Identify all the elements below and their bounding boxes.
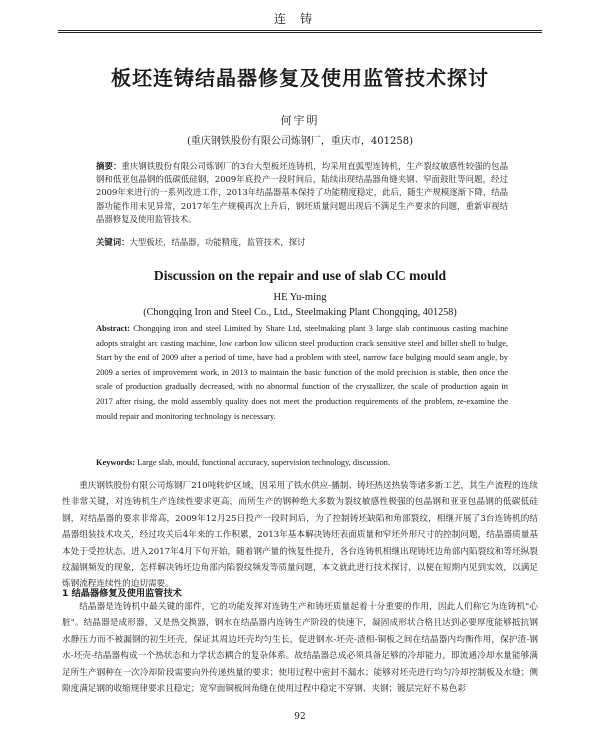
english-author: HE Yu-ming: [273, 292, 327, 303]
english-abstract-label: Abstract:: [96, 324, 130, 333]
english-keywords-text: Large slab, mould, functional accuracy, supervision technology, discussion.: [137, 458, 390, 467]
english-keywords: [96, 457, 508, 469]
page-number: 92: [294, 712, 306, 722]
header-divider-secondary: [58, 32, 542, 33]
chinese-keywords-label: 关键词：: [96, 237, 130, 247]
english-affiliation: (Chongqing Iron and Steel Co., Ltd., Steelmaking Plant Chongqing, 401258): [143, 307, 457, 318]
english-abstract-text: Chongqing iron and steel Limited by Share Ltd, steelmaking plant 3 large slab continuous casting machine adopts straight arc casting machine, low carbon low silicon steel production crack sensitive steel and billet shell to bulge, Start by the end of 2009 after a period of time, have had a problem with steel, narrow face bulging mould seam angle, by 2009 a series of improvement work, in 2013 to maintain the basic function of the mold precision is stable, then once the scale of production gradually decreased, with no abnormal function of the crystallizer, the scale of production again in 2017 after rising, the mold assembly quality does not meet the production requirements of the problem, re-examine the mould repair and monitoring technology is necessary.: [96, 324, 508, 421]
chinese-abstract-label: 摘要：: [96, 161, 122, 171]
header-divider: [58, 30, 542, 31]
chinese-author: 何宇明: [280, 114, 320, 127]
journal-name: 连铸: [273, 12, 326, 26]
chinese-keywords-text: 大型板坯，结晶器，功能精度，监管技术，探讨: [129, 237, 306, 247]
chinese-affiliation: (重庆钢铁股份有限公司炼钢厂，重庆市，401258): [187, 136, 413, 147]
section-paragraph: 结晶器是连铸机中最关键的部件，它的功能发挥对连铸生产和铸坯质量起着十分重要的作用，因此人们称它为连铸机"心脏"。结晶器是成形器，又是热交换器，钢水在结晶器内连铸生产阶段的快速下，凝固成形状合格且达到必要厚度能够抵抗钢水静压力而不被漏钢的初生坯壳，保证其周边坯壳均匀生长，促进钢水-坯壳-渣相-铜板之间在结晶器内均衡作用，保护渣-钢水-坯壳-结晶器构成一个热状态和力学状态耦合的复杂体系。故结晶器总成必须具备足够的冷却能力，即流通冷却水量能够满足所生产钢种在一次冷却阶段需要向外传递热量的要求；使用过程中密封不漏水；能够对坯壳进行均匀冷却控制板及水缝；侧隙度满足钢的收缩规律要求且稳定；宽窄面铜板间角缝在使用过程中稳定不穿钢、夹钢；镀层完好不易色彩: [62, 602, 538, 695]
intro-paragraph: 重庆钢铁股份有限公司炼钢厂210吨转炉区域，因采用了铁水供应-播制、铸坯热送热装等诸多新工艺，其生产流程的连续性非常关键，对连铸机生产连续性要求更高，而所生产的钢种绝大多数为裂纹敏感性极强的包晶钢和亚亚包晶钢的低碳低硅钢，对结晶器的要求非常高，2009年12月25日投产一段时间后，为了控制铸坯缺陷和角部裂纹，相继开展了3台连铸机的结晶器组装技术攻关，经过攻关后4年来的工作积累，2013年基本解决铸坯表面质量和窄坯外形尺寸的控制问题，结晶器质量基本处于受控状态。进入2017年4月下旬开始，随着钢产量的恢复性提升，各台连铸机相继出现铸坯边角部内陷裂纹和等坯纵裂纹漏钢频发的现象，怎样解决铸坯边角部内陷裂纹频发等质量问题，本文就此进行技术探讨，以便在短期内见到实效，以满足炼钢流程连续性的迫切需要。: [62, 481, 538, 590]
chinese-abstract: [96, 160, 508, 226]
chinese-title: 板坯连铸结晶器修复及使用监管技术探讨: [111, 66, 489, 90]
english-title: Discussion on the repair and use of slab CC mould: [153, 268, 447, 283]
english-abstract: [96, 322, 508, 424]
chinese-keywords: [96, 236, 508, 248]
chinese-abstract-text: 重庆钢铁股份有限公司炼钢厂的3台大型板坯连铸机，均采用直弧型连铸机，生产裂纹敏感性较强的包晶钢和低亚包晶钢的低碳低硅钢，2009年底投产一段时间后，陆续出现结晶器角缝夹钢、窄面鼓肚等问题，经过2009年来进行的一系列改进工作，2013年结晶器基本保持了功能精度稳定，此后，随生产规模逐渐下降，结晶器功能作用未见异常，2017年生产规模再次上升后，钢坯质量问题出现后不满足生产要求的问题，重新审视结晶器修复及使用监管技术。: [96, 161, 509, 224]
running-header: [58, 6, 542, 36]
section-heading: 1 结晶器修复及使用监管技术: [62, 588, 182, 599]
english-keywords-label: Keywords:: [96, 458, 136, 467]
